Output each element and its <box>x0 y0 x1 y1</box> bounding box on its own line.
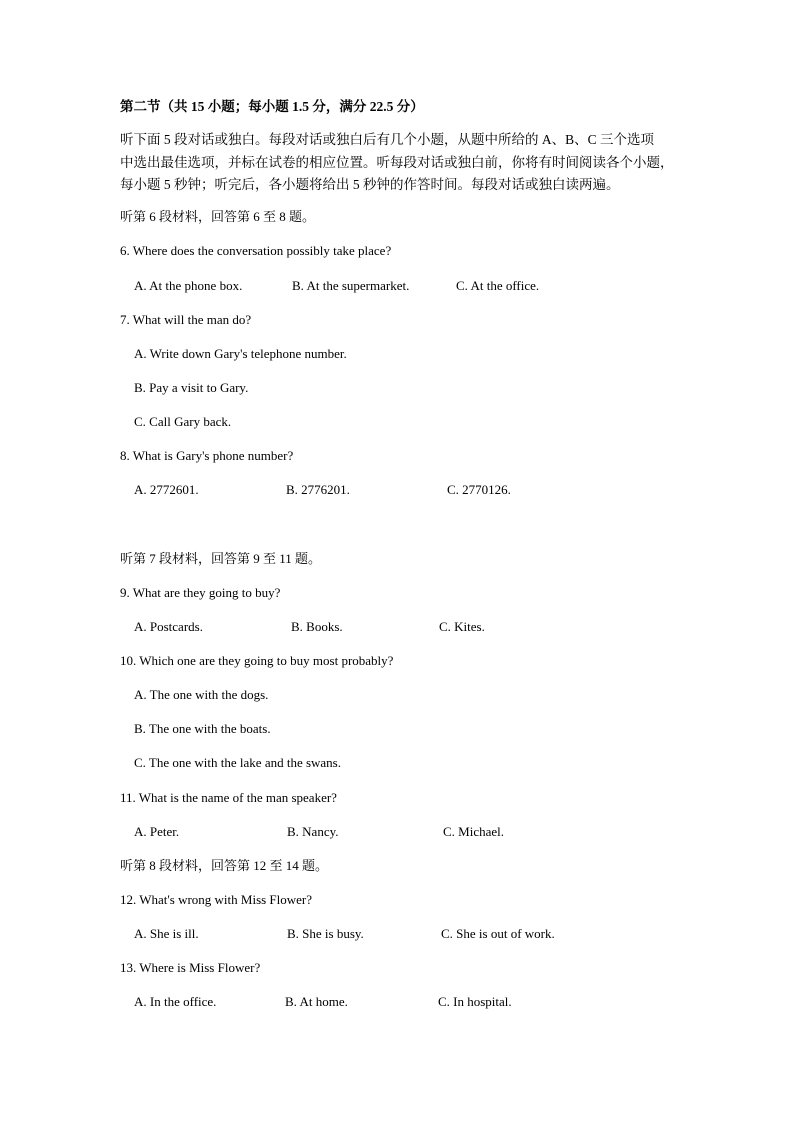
question-stem: 12. What's wrong with Miss Flower? <box>120 892 313 907</box>
option-c: C. At the office. <box>456 278 540 293</box>
option-b: B. At the supermarket. <box>292 278 410 293</box>
group-heading: 听第 6 段材料，回答第 6 至 8 题。 <box>120 209 316 224</box>
group-heading: 听第 8 段材料，回答第 12 至 14 题。 <box>120 858 329 873</box>
option-a: A. At the phone box. <box>134 278 243 293</box>
option-a: A. Postcards. <box>134 619 203 634</box>
option-c: C. In hospital. <box>438 994 512 1009</box>
question-stem: 8. What is Gary's phone number? <box>120 448 294 463</box>
option-a: A. The one with the dogs. <box>134 687 269 702</box>
option-b: B. Nancy. <box>287 824 339 839</box>
intro-line-1: 听下面 5 段对话或独白。每段对话或独白后有几个小题，从题中所给的 A、B、C 三个选项 <box>120 132 655 147</box>
option-c: C. She is out of work. <box>441 926 555 941</box>
option-a: A. In the office. <box>134 994 217 1009</box>
question-stem: 11. What is the name of the man speaker? <box>120 790 337 805</box>
question-stem: 6. Where does the conversation possibly take place? <box>120 243 392 258</box>
option-b: B. Pay a visit to Gary. <box>134 380 249 395</box>
option-b: B. Books. <box>291 619 343 634</box>
intro-line-3: 每小题 5 秒钟；听完后，各小题将给出 5 秒钟的作答时间。每段对话或独白读两遍。 <box>120 177 620 192</box>
option-b: B. The one with the boats. <box>134 721 271 736</box>
option-b: B. At home. <box>285 994 348 1009</box>
option-a: A. Peter. <box>134 824 180 839</box>
question-stem: 13. Where is Miss Flower? <box>120 960 261 975</box>
option-b: B. 2776201. <box>286 482 350 497</box>
section-title: 第二节（共 15 小题；每小题 1.5 分，满分 22.5 分） <box>120 99 424 114</box>
option-b: B. She is busy. <box>287 926 364 941</box>
option-c: C. Michael. <box>443 824 505 839</box>
option-c: C. Kites. <box>439 619 485 634</box>
option-a: A. Write down Gary's telephone number. <box>134 346 347 361</box>
option-c: C. The one with the lake and the swans. <box>134 755 341 770</box>
option-a: A. 2772601. <box>134 482 199 497</box>
intro-line-2: 中选出最佳选项，并标在试卷的相应位置。听每段对话或独白前，你将有时间阅读各个小题， <box>120 155 674 170</box>
question-stem: 9. What are they going to buy? <box>120 585 281 600</box>
option-c: C. Call Gary back. <box>134 414 232 429</box>
option-a: A. She is ill. <box>134 926 199 941</box>
question-stem: 7. What will the man do? <box>120 312 252 327</box>
exam-page <box>120 0 680 1123</box>
group-heading: 听第 7 段材料，回答第 9 至 11 题。 <box>120 551 322 566</box>
question-stem: 10. Which one are they going to buy most probably? <box>120 653 394 668</box>
option-c: C. 2770126. <box>447 482 511 497</box>
